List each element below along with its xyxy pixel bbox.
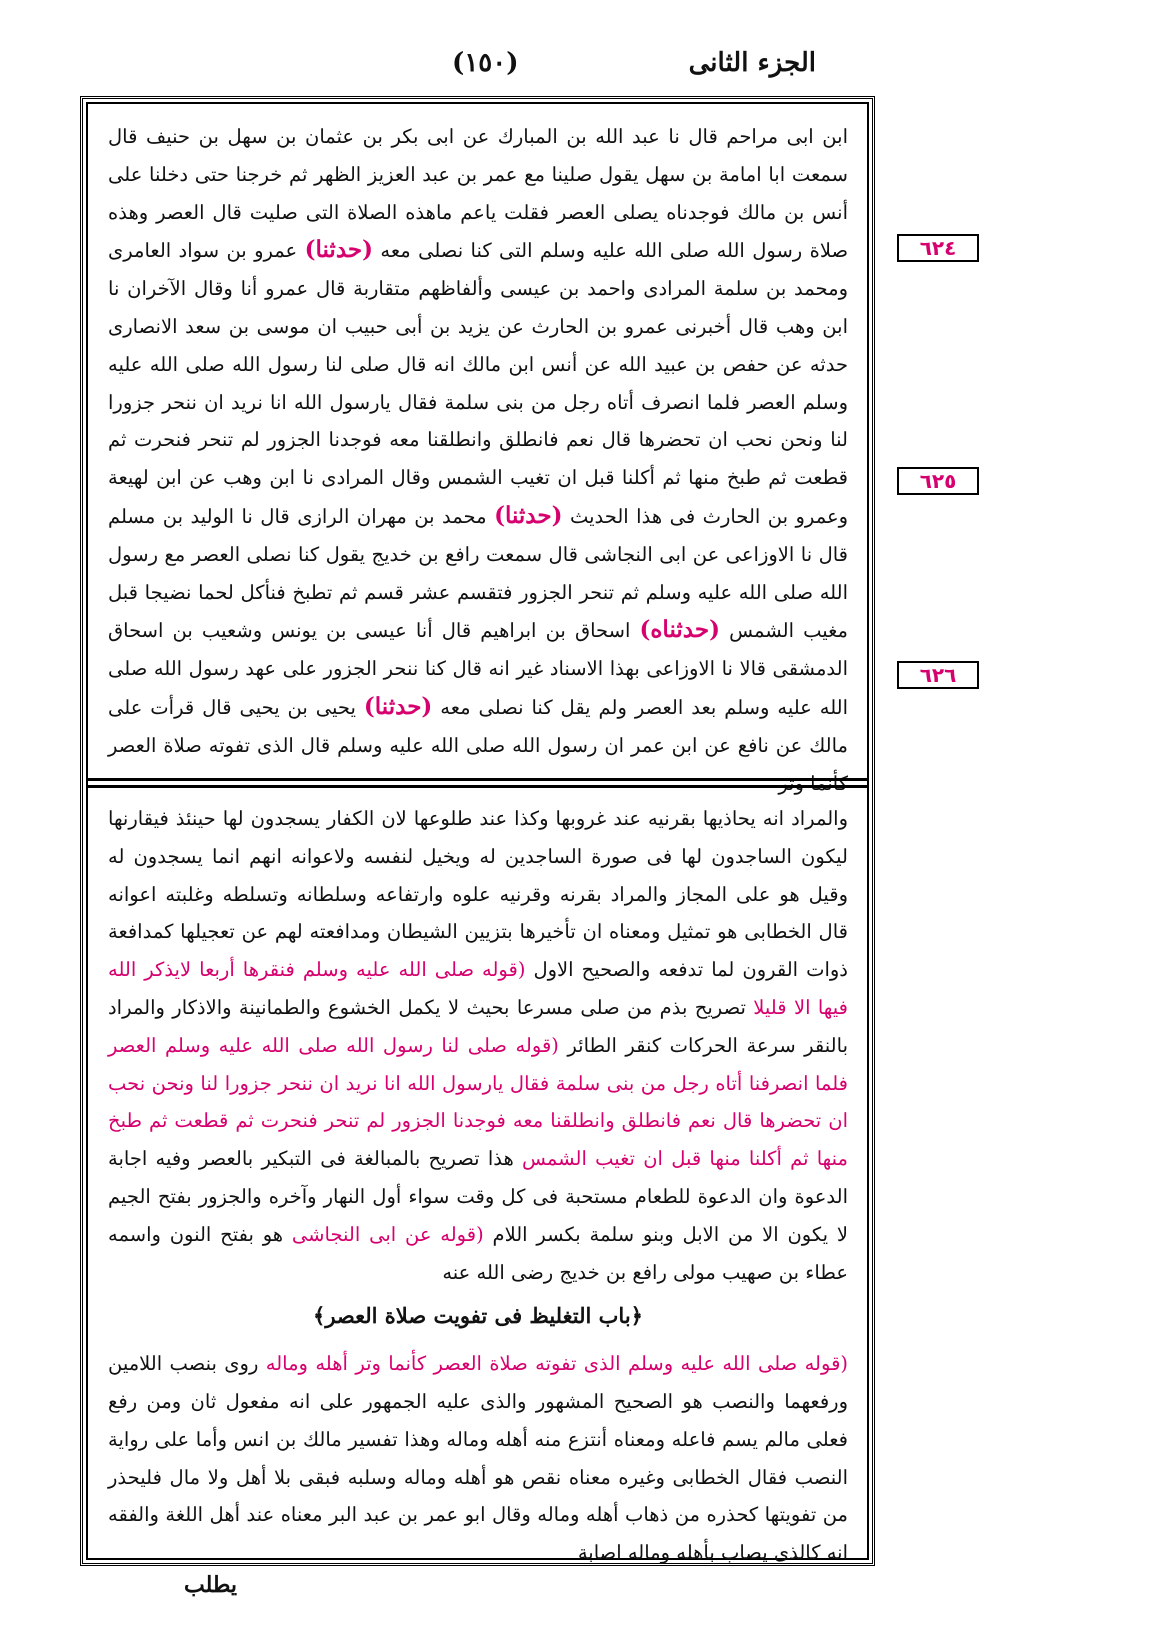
hadith-number-box: ٦٢٦ xyxy=(897,661,979,689)
commentary-segment: روى بنصب اللامين ورفعهما والنصب هو الصحيح المشهور والذى عليه الجمهور على انه مفعول ثان ومن رفع فعلى مالم يسم فاعله ومعناه أنتزع منه أهله وماله وهذا تفسير مالك بن انس وأما على رواية النصب فقال الخطابى وغيره معناه نقص هو أهله وماله وسلبه فبقى بلا أهل ولا مال فليحذر من تفويتها كحذره من ذهاب أهله وماله وقال ابو عمر بن عبد البر معناه عند أهل اللغة والفقه انه كالذى يصاب بأهله وماله اصابة xyxy=(108,1352,848,1565)
quoted-hadith: (قوله صلى لنا رسول الله صلى الله عليه وسلم العصر فلما انصرفنا أتاه رجل من بنى سلمة فقال يارسول الله انا نريد ان ننحر جزورا لنا ونحن نحب ان تحضرها قال نعم فانطلق وانطلقنا معه فوجدنا الجزور لم تنحر فنحرت ثم قطعت ثم طبخ منها ثم أكلنا منها قبل ان تغيب الشمس xyxy=(108,1033,848,1171)
commentary-segment: والمراد انه يحاذيها بقرنيه عند غروبها وكذا عند طلوعها لان الكفار يسجدون لها حينئذ فيقارنها ليكون الساجدون لها فى صورة الساجدين له ويخيل لنفسه ولاعوانه انهم انما يسجدون له وقيل هو على المجاز والمراد بقرنه وقرنيه علوه وارتفاعه وسلطانه وتسلطه وغلبته اعوانه قال الخطابى هو تمثيل ومعناه ان تأخيرها بتزيين الشيطان ومدافعته لهم عن تعجيلها كمدافعة ذوات القرون لما تدفعه والصحيح الاول xyxy=(108,807,848,982)
hadith-number-box: ٦٢٥ xyxy=(897,467,979,495)
page-title: الجزء الثانى xyxy=(688,48,816,78)
haddathana-label: (حدثناه) xyxy=(639,616,720,644)
catchword: يطلب xyxy=(184,1572,238,1598)
main-text-segment: ابن ابى مراحم قال نا عبد الله بن المبارك عن ابى بكر بن عثمان بن سهل بن حنيف قال سمعت ابا امامة بن سهل يقول صلينا مع عمر بن عبد العزيز الظهر ثم خرجنا حتى دخلنا على أنس بن مالك فوجدناه يصلى العصر فقلت ياعم ماهذه الصلاة التى صليت قال العصر وهذه صلاة رسول الله صلى الله عليه وسلم التى كنا نصلى معه xyxy=(108,125,849,263)
commentary-segment: هو بفتح النون واسمه عطاء بن صهيب مولى رافع بن خديج رضى الله عنه xyxy=(108,1222,848,1284)
haddathana-label: (حدثنا) xyxy=(304,236,373,264)
commentary-text xyxy=(108,800,848,1572)
main-text-paragraph xyxy=(108,118,848,802)
page-number: (١٥٠) xyxy=(452,48,519,78)
commentary-paragraph xyxy=(108,800,848,1291)
commentary-segment: هذا تصريح بالمبالغة فى التبكير بالعصر وفيه اجابة الدعوة وان الدعوة للطعام مستحبة فى كل وقت سواء أول النهار وآخره والجزور بفتح الجيم لا يكون الا من الابل وبنو سلمة بكسر اللام xyxy=(108,1147,848,1246)
main-text-segment: يحيى بن يحيى قال قرأت على مالك عن نافع عن ابن عمر ان رسول الله صلى الله عليه وسلم قال الذى تفوته صلاة العصر كأنما وتر xyxy=(108,695,848,795)
main-text-segment: اسحاق بن ابراهيم قال أنا عيسى بن يونس وشعيب بن اسحاق الدمشقى قالا نا الاوزاعى بهذا الاسناد غير انه قال كنا ننحر الجزور على عهد رسول الله صلى الله عليه وسلم بعد العصر ولم يقل كنا نصلى معه xyxy=(108,619,849,719)
main-text xyxy=(108,118,848,802)
chapter-heading: ﴿باب التغليظ فى تفويت صلاة العصر﴾ xyxy=(313,1303,643,1329)
page-header xyxy=(0,40,1158,90)
haddathana-label: (حدثنا) xyxy=(494,501,563,529)
commentary-paragraph xyxy=(108,1345,848,1572)
main-text-segment: عمرو بن سواد العامرى ومحمد بن سلمة المرادى واحمد بن عيسى وألفاظهم متقاربة قال عمرو أنا وقال الآخران نا ابن وهب قال أخبرنى عمرو بن الحارث عن يزيد بن أبى حبيب ان موسى بن سعد الانصارى حدثه عن حفص بن عبيد الله عن أنس ابن مالك انه قال صلى لنا رسول الله صلى الله عليه وسلم العصر فلما انصرف أتاه رجل من بنى سلمة فقال يارسول الله انا نريد ان ننحر جزورا لنا ونحن نحب ان تحضرها قال نعم فانطلق وانطلقنا معه فوجدنا الجزور لم تنحر فنحرت ثم قطعت ثم طبخ منها ثم أكلنا قبل ان تغيب الشمس وقال المرادى نا ابن وهب عن ابن لهيعة وعمرو بن الحارث فى هذا الحديث xyxy=(108,239,849,528)
quoted-hadith: (قوله صلى الله عليه وسلم فنقرها أربعا لايذكر الله فيها الا قليلا xyxy=(108,958,848,1019)
quoted-hadith: (قوله صلى الله عليه وسلم الذى تفوته صلاة العصر كأنما وتر أهله وماله xyxy=(265,1352,849,1376)
section-divider xyxy=(86,778,869,788)
hadith-number-box: ٦٢٤ xyxy=(897,234,979,262)
quoted-hadith: (قوله عن ابى النجاشى xyxy=(291,1222,484,1246)
main-text-segment: محمد بن مهران الرازى قال نا الوليد بن مسلم قال نا الاوزاعى عن ابى النجاشى قال سمعت رافع بن خديج يقول كنا نصلى العصر مع رسول الله صلى الله عليه وسلم ثم تنحر الجزور فتقسم عشر قسم ثم تطبخ فنأكل لحما نضيجا قبل مغيب الشمس xyxy=(108,504,848,643)
haddathana-label: (حدثنا) xyxy=(363,692,433,720)
commentary-segment: تصريح بذم من صلى مسرعا بحيث لا يكمل الخشوع والطمانينة والاذكار والمراد بالنقر سرعة الحركات كنقر الطائر xyxy=(108,995,848,1057)
